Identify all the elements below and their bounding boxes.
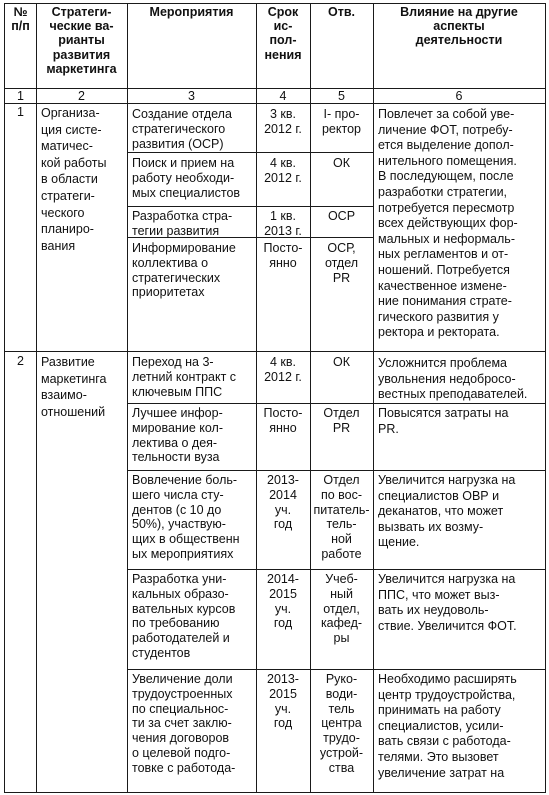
measure-text: Создание отдела стратегического развития (ОСР)	[132, 107, 232, 151]
term-text: Посто- янно	[263, 406, 303, 435]
header-measures: Мероприятия	[149, 5, 234, 19]
column-number: 3	[188, 89, 195, 103]
measure-text: Лучшее инфор- мирование кол- лектива о дея- тельности вуза	[132, 406, 223, 465]
term-text: Посто- янно	[263, 241, 303, 270]
measure-text: Поиск и прием на работу необходи- мых специалистов	[132, 156, 241, 200]
impact-text: Увеличится нагрузка на ППС, что может выз- вать их неудоволь- ствие. Увеличится ФОТ.	[378, 572, 517, 633]
row-divider	[127, 206, 373, 207]
measure-text: Увеличение доли трудоустроенных по специальнос- ти за счет заклю- чения договоров о целевой подго- товке с работода-	[132, 672, 236, 775]
column-divider	[36, 3, 37, 793]
column-number: 5	[338, 89, 345, 103]
impact-text: Увеличится нагрузка на специалистов ОВР и деканатов, что может вызвать их возму- щение.	[378, 473, 516, 550]
responsible-text: Руко- води- тель центра трудо- устрой- ства	[319, 672, 364, 775]
header-impact: Влияние на другие аспекты деятельности	[400, 5, 518, 48]
impact-text: Усложнится проблема увольнения недобросо- вестных преподавателей.	[378, 356, 528, 402]
column-numbers-row-divider	[4, 103, 546, 104]
term-text: 1 кв. 2013 г.	[264, 209, 302, 238]
responsible-text: ОК	[332, 355, 350, 369]
header-strategic-variants: Стратеги- ческие ва- рианты развития маркетинга	[46, 5, 117, 76]
header-term: Срок ис- пол- нения	[264, 5, 302, 62]
header-number: № п/п	[11, 5, 30, 34]
impact-text: Необходимо расширять центр трудоустройства, принимать на работу специалистов, усили- вать связи с работода- телями. Это вызовет увеличение затрат на	[378, 672, 517, 780]
column-divider	[127, 3, 128, 793]
table-left-border	[4, 3, 5, 793]
impact-text: Повысятся затраты на PR.	[378, 406, 509, 436]
term-text: 4 кв. 2012 г.	[264, 355, 302, 384]
column-number: 4	[279, 89, 287, 103]
column-divider	[373, 3, 374, 793]
responsible-text: ОСР	[327, 209, 356, 223]
table-right-border	[545, 3, 546, 793]
column-number: 6	[455, 89, 463, 103]
header-responsible: Отв.	[327, 5, 355, 19]
term-text: 4 кв. 2012 г.	[264, 156, 302, 185]
column-number: 2	[78, 89, 85, 103]
row-divider	[127, 669, 546, 670]
column-number: 1	[17, 89, 24, 103]
impact-text: Повлечет за собой уве- личение ФОТ, потребу- ется выделение допол- нительного помещения. В последующем, после разработки стратегии, потребуется пересмотр всех действующих фор- мальных и неформаль- ных регламентов и от- ношений. Потребуется качественное измене- ние понимания страте- гического развития у ректора и ректората.	[378, 107, 518, 340]
term-text: 2013- 2015 уч. год	[267, 672, 299, 731]
measure-text: Разработка стра- тегии развития	[132, 209, 233, 238]
row-divider	[127, 470, 546, 471]
group-divider	[4, 351, 546, 352]
responsible-text: ОК	[332, 156, 350, 170]
strategic-variant: Развитие маркетинга взаимо- отношений	[41, 355, 107, 419]
measure-text: Вовлечение боль- шего числа сту- дентов (с 10 до 50%), участвую- щих в общественн ых мероприятиях	[132, 473, 240, 561]
term-text: 3 кв. 2012 г.	[264, 107, 302, 136]
table-top-border	[4, 3, 546, 4]
measure-text: Разработка уни- кальных образо- вательных курсов по требованию работодателей и студентов	[132, 572, 236, 660]
responsible-text: Отдел по вос- питатель- тель- ной работе	[313, 473, 370, 561]
row-divider	[127, 403, 546, 404]
measure-text: Переход на 3- летний контракт с ключевым ППС	[132, 355, 237, 399]
responsible-text: I- про- ректор	[321, 107, 361, 136]
responsible-text: Учеб- ный отдел, кафед- ры	[320, 572, 363, 646]
group-number: 2	[17, 354, 24, 368]
term-text: 2013- 2014 уч. год	[267, 473, 299, 532]
term-text: 2014- 2015 уч. год	[267, 572, 299, 631]
table-bottom-border	[4, 792, 546, 793]
row-divider	[127, 569, 546, 570]
responsible-text: ОСР, отдел PR	[324, 241, 359, 285]
measure-text: Информирование коллектива о стратегических приоритетах	[132, 241, 236, 300]
strategic-variant: Организа- ция систе- матичес- кой работы в области стратеги- ческого планиро- вания	[41, 106, 107, 253]
row-divider	[127, 152, 373, 153]
group-number: 1	[17, 105, 24, 119]
responsible-text: Отдел PR	[323, 406, 360, 435]
